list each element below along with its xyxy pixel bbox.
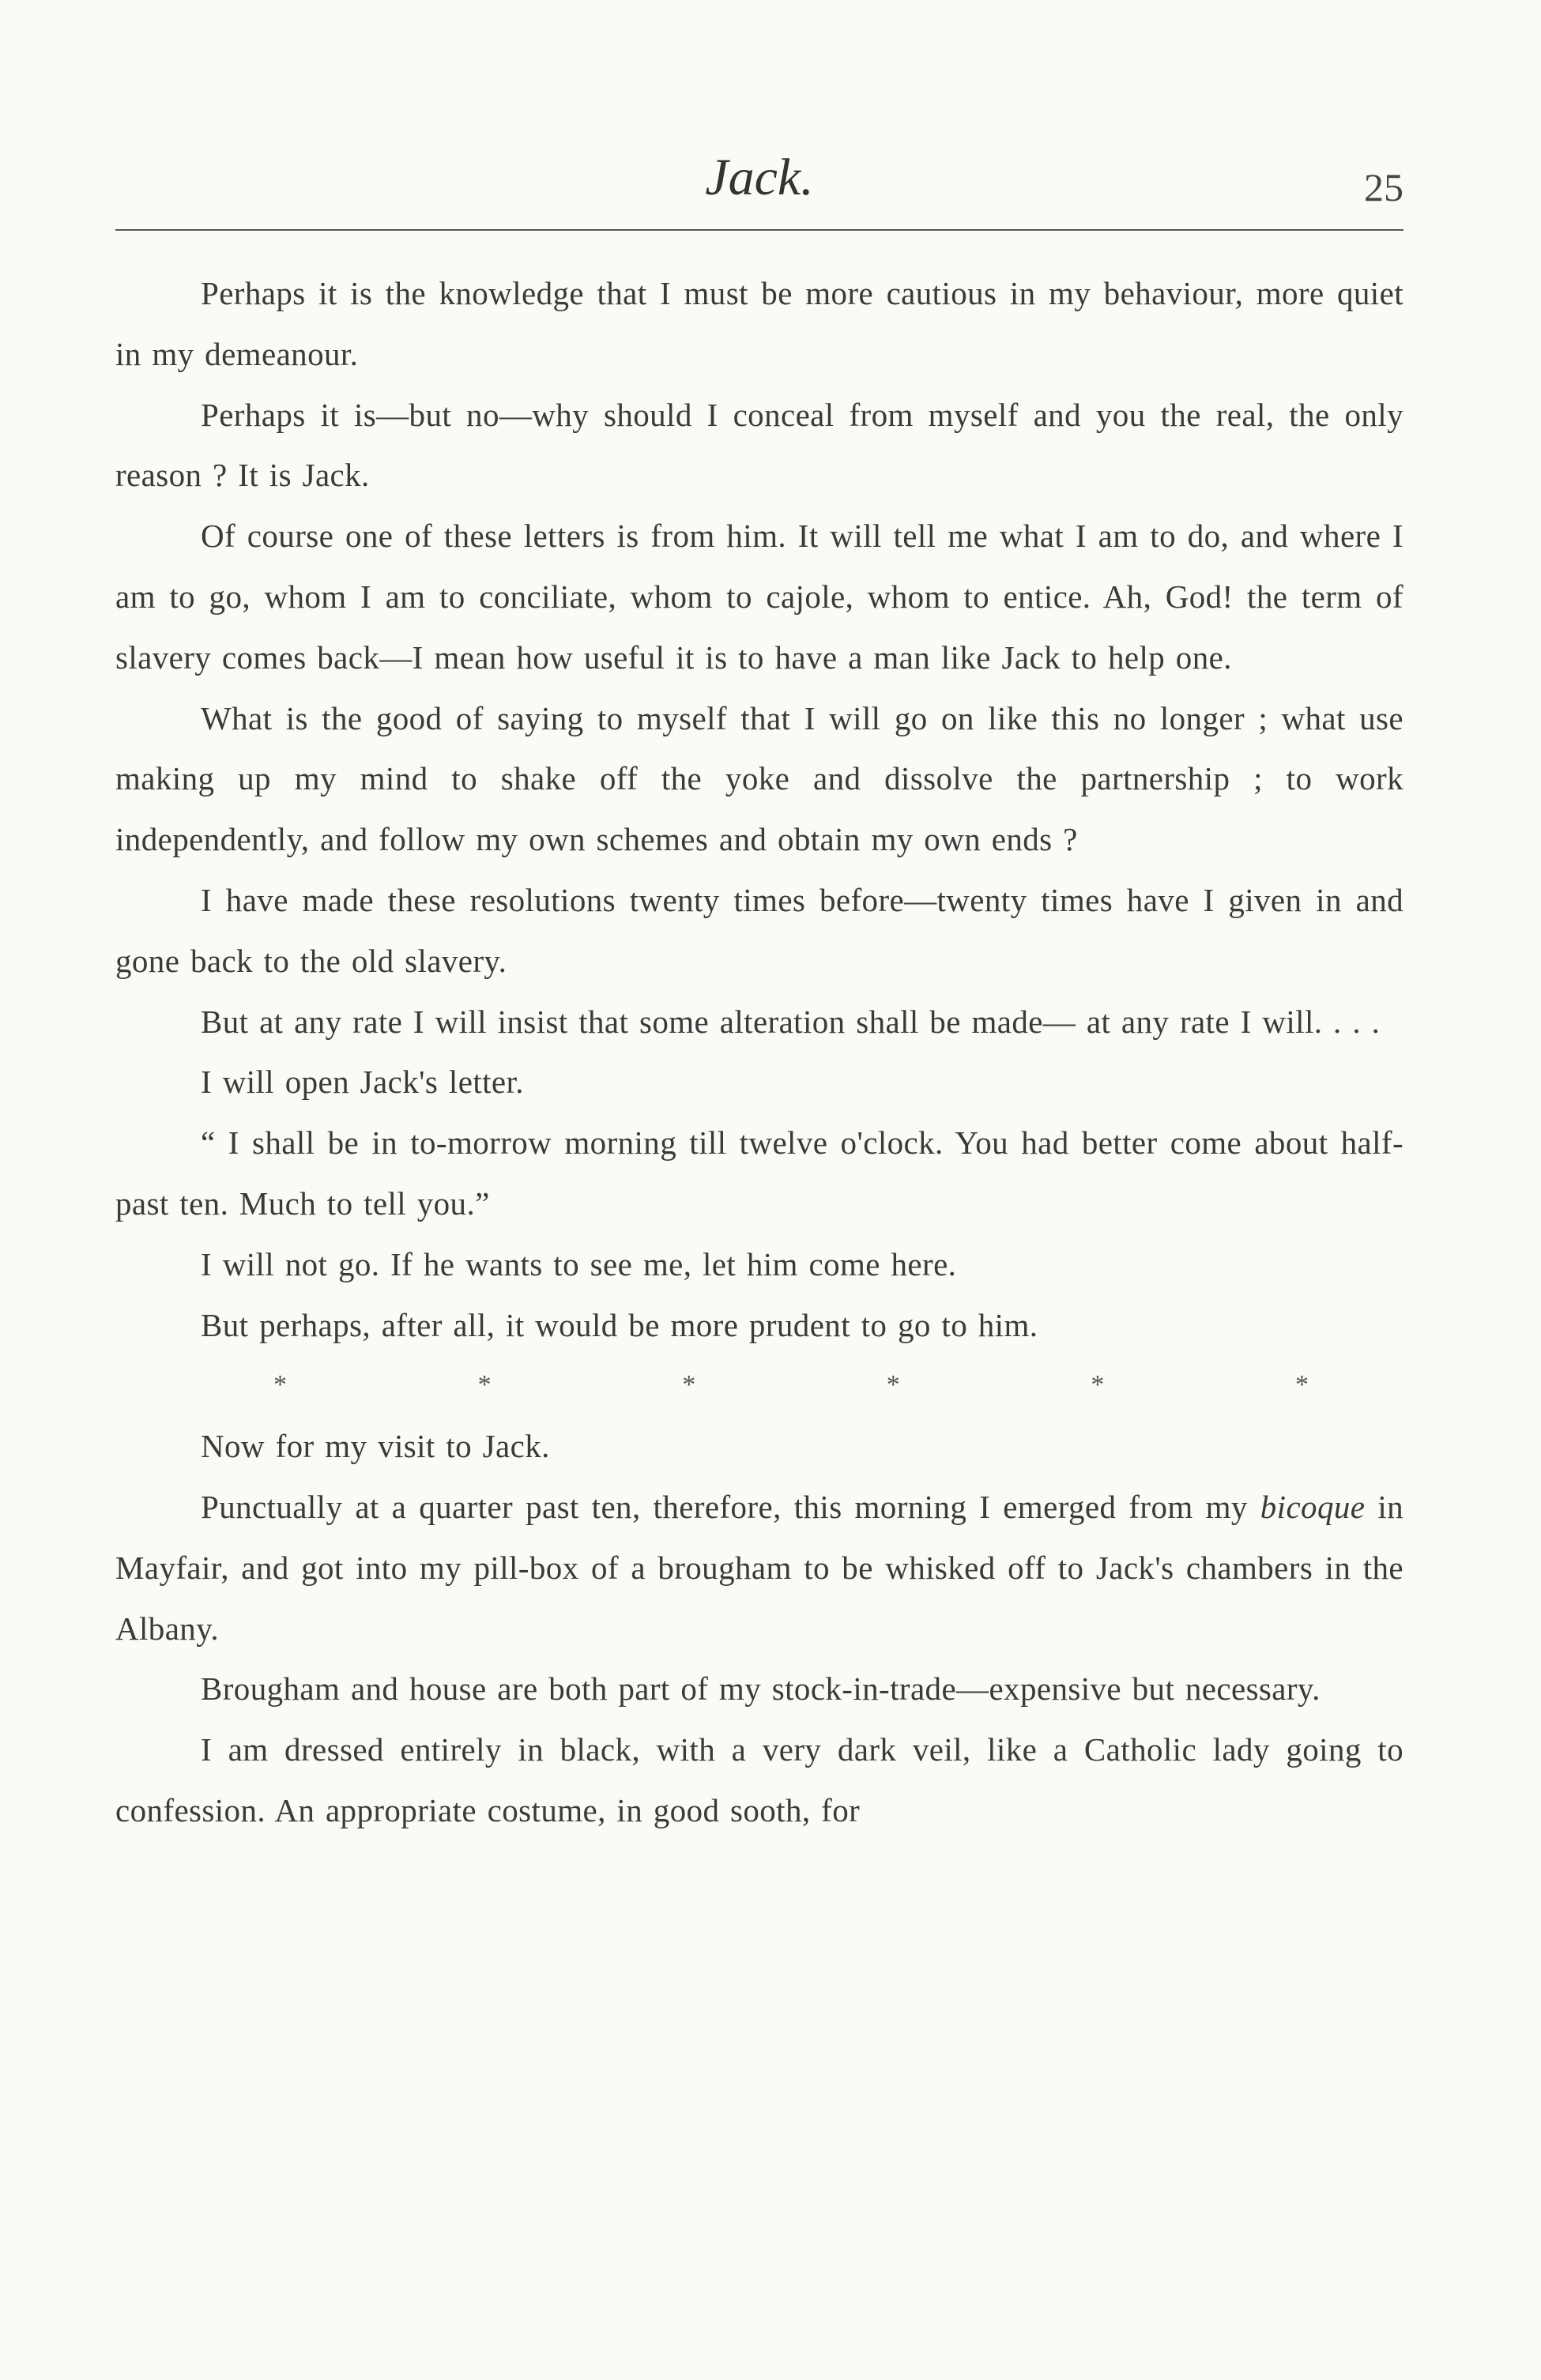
- paragraph-3: Of course one of these letters is from him. It will tell me what I am to do, and where I am to go, whom I am to conciliate, whom to cajole, whom to entice. Ah, God! the term of slavery comes back—I mean how useful it is to have a man like Jack to help one.: [115, 518, 1403, 676]
- paragraph-10: But perhaps, after all, it would be more prudent to go to him.: [201, 1306, 1038, 1343]
- paragraph-12-end: in Mayfair, and got into my pill-box of a brougham to be whisked off to Jack's chambers in the Albany.: [115, 1488, 1404, 1647]
- asterisk: *: [1091, 1370, 1105, 1400]
- body-text: [115, 263, 1403, 1841]
- running-head: [115, 142, 1403, 213]
- book-page: [115, 0, 1403, 2380]
- paragraph-12: [115, 1477, 1403, 1659]
- paragraph-2: Perhaps it is—but no—why should I conceal from myself and you the real, the only reason ? It is Jack.: [115, 396, 1403, 494]
- paragraph-5: I have made these resolutions twenty times before—twenty times have I given in and gone back to the old slavery.: [115, 881, 1403, 979]
- paragraph-7: I will open Jack's letter.: [201, 1064, 524, 1101]
- paragraph-4: What is the good of saying to myself that I will go on like this no longer ; what use making up my mind to shake off the yoke and dissolve the partnership ; to work independently, and follow my own schemes and obtain my own ends ?: [115, 699, 1403, 858]
- running-title: Jack.: [705, 149, 814, 206]
- paragraph-8: “ I shall be in to-morrow morning till twelve o'clock. You had better come about half-past ten. Much to tell you.”: [115, 1124, 1403, 1222]
- asterisk: *: [273, 1370, 287, 1400]
- asterisk: *: [1294, 1370, 1309, 1400]
- paragraph-6: But at any rate I will insist that some alteration shall be made— at any rate I will. . . .: [201, 1003, 1381, 1040]
- section-break: [115, 1355, 1403, 1416]
- asterisk: *: [477, 1370, 492, 1400]
- paragraph-13: Brougham and house are both part of my stock-in-trade—expensive but necessary.: [201, 1670, 1321, 1708]
- italic-word: bicoque: [1260, 1488, 1366, 1525]
- paragraph-9: I will not go. If he wants to see me, let him come here.: [201, 1245, 957, 1282]
- paragraph-11: Now for my visit to Jack.: [201, 1428, 550, 1465]
- paragraph-1: Perhaps it is the knowledge that I must be more cautious in my behaviour, more quiet in my demeanour.: [115, 275, 1403, 372]
- header-rule: [115, 229, 1403, 231]
- asterisk: *: [682, 1370, 696, 1400]
- paragraph-14: I am dressed entirely in black, with a very dark veil, like a Catholic lady going to confession. An appropriate costume, in good sooth, for: [115, 1731, 1403, 1828]
- page-number: 25: [1364, 165, 1403, 209]
- paragraph-12-start: Punctually at a quarter past ten, therefore, this morning I emerged from my: [201, 1488, 1260, 1525]
- asterisk: *: [886, 1370, 900, 1400]
